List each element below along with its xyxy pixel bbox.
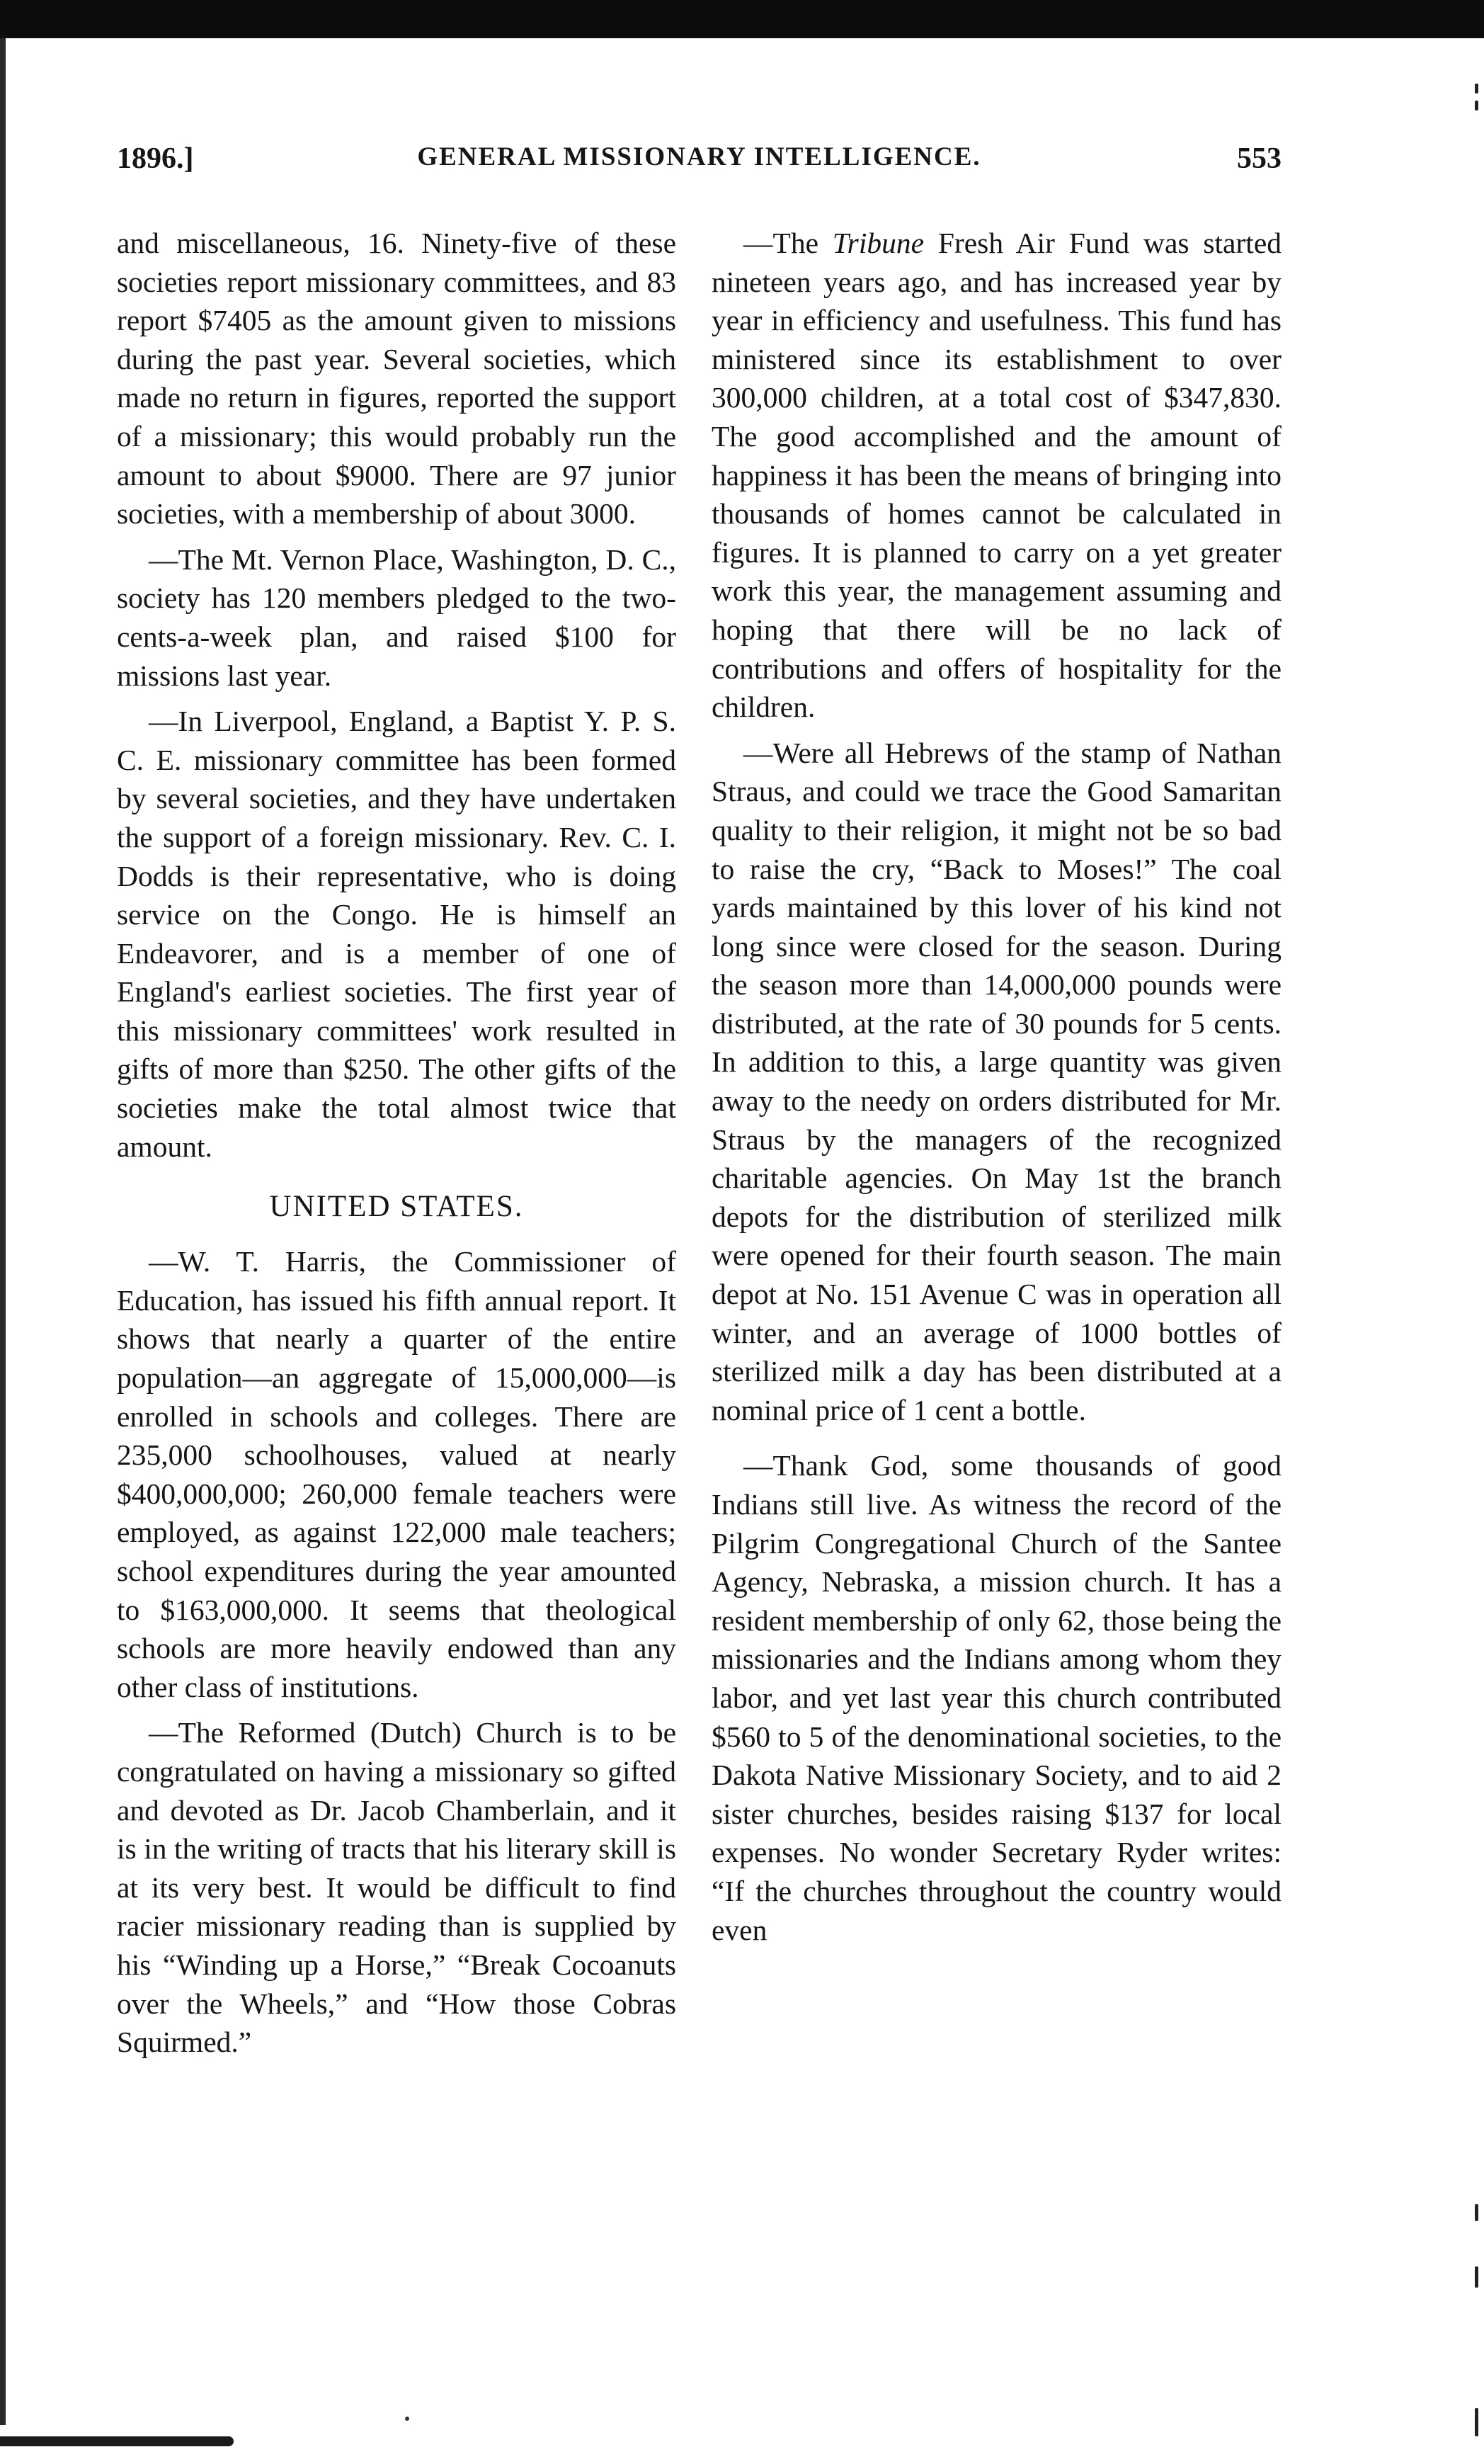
scan-left-edge: [0, 38, 6, 2425]
page-number: 553: [1237, 142, 1282, 175]
paragraph: —The Mt. Vernon Place, Washington, D. C., society has 120 members pledged to the two-cents-a-week plan, and raised $100 for missions last year.: [117, 543, 676, 692]
paragraph: —The Reformed (Dutch) Church is to be congratulated on having a missionary so gifted and devoted as Dr. Jacob Chamberlain, and it is in the writing of tracts that his literary skill is at its very best. It would be difficult to find racier missionary reading than is supplied by his “Winding up a Horse,” “Break Cocoanuts over the Wheels,” and “How those Cobras Squirmed.”: [117, 1716, 676, 2059]
paragraph: —Were all Hebrews of the stamp of Nathan Straus, and could we trace the Good Samaritan quality to their religion, it might not be so bad to raise the cry, “Back to Moses!” The coal yards maintained by this lover of his kind not long since were closed for the season. During the season more than 14,000,000 pounds were distributed, at the rate of 30 pounds for 5 cents. In addition to this, a large quantity was given away to the needy on orders distributed for Mr. Straus by the managers of the recognized charitable agencies. On May 1st the branch depots for the distribution of sterilized milk were opened for their fourth season. The main depot at No. 151 Avenue C was in operation all winter, and an average of 1000 bottles of sterilized milk a day has been distributed at a nominal price of 1 cent a bottle.: [712, 736, 1282, 1426]
paragraph: —W. T. Harris, the Commissioner of Education, has issued his fifth annual report. It shows that nearly a quarter of the entire population—an aggregate of 15,000,000—is enrolled in schools and colleges. There are 235,000 schoolhouses, valued at nearly $400,000,000; 260,000 female teachers were employed, as against 122,000 male teachers; school expenditures during the year amounted to $163,000,000. It seems that theological schools are more heavily endowed than any other class of institutions.: [117, 1245, 676, 1703]
paragraph-text: Fresh Air Fund was started nineteen years ago, and has increased year by year in efficiency and usefulness. This fund has ministered since its establishment to over 300,000 children, at a total cost of $347,830. The good accomplished and the amount of happiness it has been the means of bringing into thousands of homes cannot be calculated in figures. It is planned to carry on a yet greater work this year, the management assuming and hoping that there will be no lack of contributions and offers of hospitality for the children.: [712, 227, 1282, 724]
header-year: 1896.]: [117, 142, 194, 175]
header-title: GENERAL MISSIONARY INTELLIGENCE.: [417, 142, 981, 171]
paragraph: —In Liverpool, England, a Baptist Y. P. S. C. E. missionary committee has been formed by several societies, and they have undertaken the support of a foreign missionary. Rev. C. I. Dodds is their representative, who is doing service on the Congo. He is himself an Endeavorer, and is a member of one of England's earliest societies. The first year of this missionary committees' work resulted in gifts of more than $250. The other gifts of the societies make the total almost twice that amount.: [117, 705, 676, 1163]
paragraph-lead: —The: [743, 227, 833, 259]
left-column: [117, 224, 676, 2069]
scan-bottom-smudge: [0, 2436, 234, 2446]
scan-right-mark: [1475, 2408, 1478, 2436]
scan-top-border: [0, 0, 1484, 38]
paragraph: —Thank God, some thousands of good Indians still live. As witness the record of the Pilgrim Congregational Church of the Santee Agency, Nebraska, a mission church. It has a resident membership of only 62, those being the missionaries and the Indians among whom they labor, and yet last year this church contributed $560 to 5 of the denominational societies, to the Dakota Native Missionary Society, and to aid 2 sister churches, besides raising $137 for local expenses. No wonder Secretary Ryder writes: “If the churches throughout the country would even: [712, 1449, 1282, 1946]
running-head: [117, 142, 1282, 184]
scan-speck: [405, 2417, 409, 2421]
scan-right-mark: [1475, 101, 1478, 110]
paragraph: and miscellaneous, 16. Ninety-five of these societies report missionary committees, and 83 report $7405 as the amount given to missions during the past year. Several societies, which made no return in figures, reported the support of a missionary; this would probably run the amount to about $9000. There are 97 junior societies, with a membership of about 3000.: [117, 227, 676, 530]
paragraph: [712, 224, 1282, 727]
italic-title: Tribune: [832, 227, 925, 259]
scan-right-mark: [1475, 2204, 1478, 2221]
scan-right-mark: [1475, 84, 1478, 93]
scan-right-mark: [1475, 2266, 1478, 2288]
section-heading: UNITED STATES.: [269, 1190, 524, 1224]
right-column: [712, 224, 1282, 1956]
